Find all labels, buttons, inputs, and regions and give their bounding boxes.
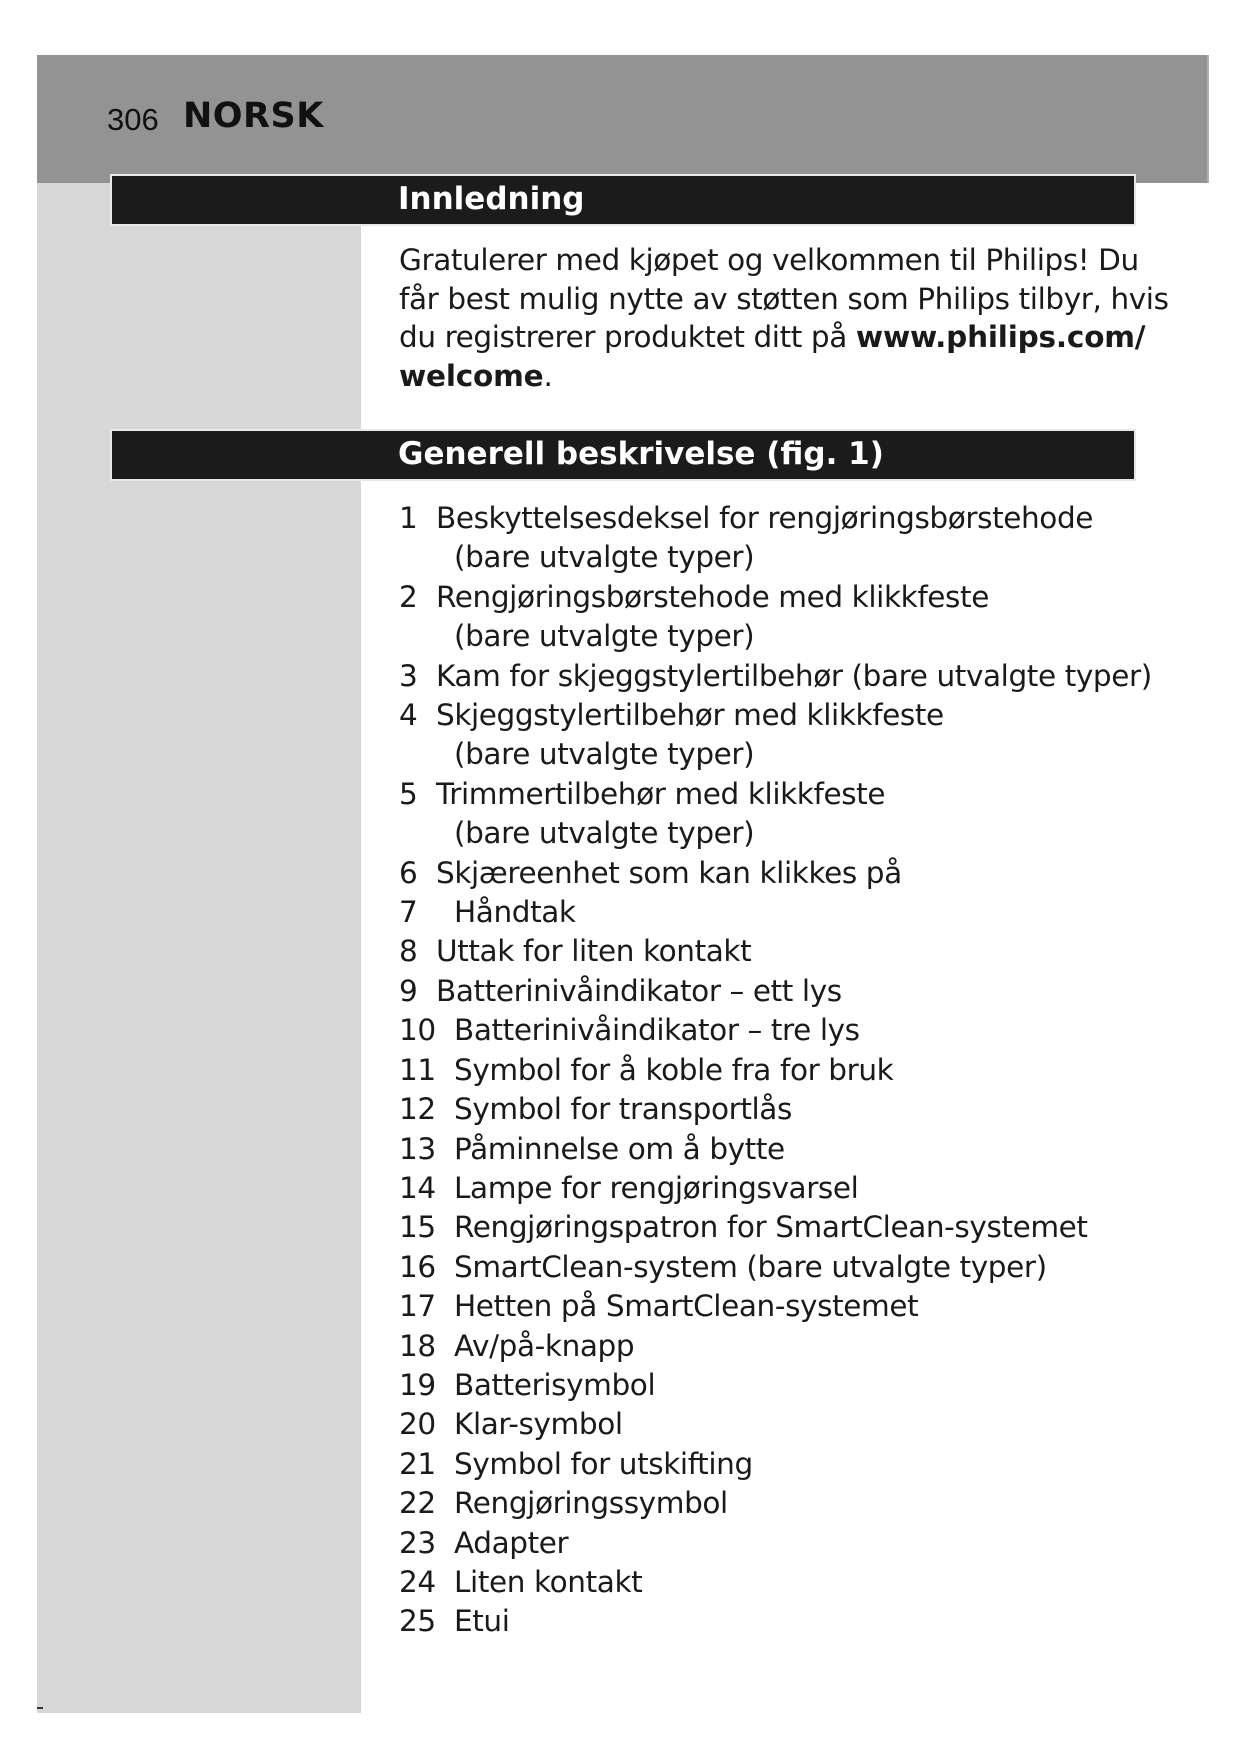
- item-text: Håndtak: [454, 895, 576, 930]
- list-item: [399, 893, 1199, 932]
- list-item: [399, 854, 1199, 893]
- item-text: Liten kontakt: [454, 1564, 643, 1599]
- item-number: 17: [399, 1289, 436, 1324]
- item-number: 1: [399, 501, 418, 535]
- item-number: 2: [399, 579, 418, 614]
- list-item: [399, 1130, 1199, 1169]
- item-text: Etui: [454, 1604, 510, 1639]
- list-item: [399, 657, 1199, 696]
- item-text: Lampe for rengjøringsvarsel: [454, 1170, 859, 1205]
- item-text-continuation: (bare utvalgte typer): [454, 540, 755, 575]
- item-text: Av/på-knapp: [454, 1328, 635, 1363]
- item-text: Symbol for transportlås: [454, 1092, 792, 1127]
- item-number: 24: [399, 1564, 436, 1599]
- item-number: 8: [399, 934, 418, 969]
- website-link[interactable]: www.philips.com/: [855, 320, 1146, 354]
- item-text: Batterinivåindikator – ett lys: [436, 973, 842, 1008]
- item-text: Klar-symbol: [454, 1407, 623, 1442]
- item-text: Kam for skjeggstylertilbehør (bare utvalgte typer): [436, 658, 1152, 693]
- list-item: [399, 1248, 1199, 1287]
- item-text-continuation: (bare utvalgte typer): [454, 737, 755, 772]
- list-item: [399, 775, 1199, 854]
- left-margin-band: [37, 183, 361, 1713]
- list-item: [399, 932, 1199, 971]
- item-number: 4: [399, 698, 418, 733]
- item-text: Påminnelse om å bytte: [454, 1131, 785, 1166]
- list-item: [399, 1602, 1199, 1641]
- list-item: [399, 1524, 1199, 1563]
- item-number: 15: [399, 1210, 436, 1245]
- item-number: 6: [399, 855, 418, 890]
- item-text: SmartClean-system (bare utvalgte typer): [454, 1249, 1047, 1284]
- list-item: [399, 1090, 1199, 1129]
- list-item: [399, 1011, 1199, 1050]
- item-text: Skjæreenhet som kan klikkes på: [436, 855, 902, 890]
- list-item: [399, 1366, 1199, 1405]
- item-text: Symbol for å koble fra for bruk: [454, 1052, 894, 1087]
- intro-line: Gratulerer med kjøpet og velkommen til Philips! Du: [399, 243, 1139, 277]
- item-text: Symbol for utskifting: [454, 1446, 753, 1481]
- item-text-continuation: (bare utvalgte typer): [454, 619, 755, 654]
- item-number: 10: [399, 1013, 436, 1048]
- item-number: 9: [399, 973, 418, 1008]
- item-text: Skjeggstylertilbehør med klikkfeste: [436, 698, 944, 733]
- intro-paragraph: [399, 241, 1169, 395]
- item-text: Batterinivåindikator – tre lys: [454, 1013, 860, 1048]
- item-text: Beskyttelsesdeksel for rengjøringsbørstehode: [436, 501, 1094, 535]
- section-bar-intro: [110, 174, 1136, 226]
- item-number: 16: [399, 1249, 436, 1284]
- item-number: 20: [399, 1407, 436, 1442]
- item-number: 18: [399, 1328, 436, 1363]
- item-text: Hetten på SmartClean-systemet: [454, 1289, 919, 1324]
- list-item: [399, 1287, 1199, 1326]
- page-tick: [37, 1707, 43, 1709]
- item-text: Trimmertilbehør med klikkfeste: [436, 776, 886, 811]
- item-text: Rengjøringsbørstehode med klikkfeste: [436, 579, 989, 614]
- list-item: [399, 972, 1199, 1011]
- intro-end: .: [543, 358, 553, 393]
- item-number: 25: [399, 1604, 436, 1639]
- list-item: [399, 1208, 1199, 1247]
- list-item: [399, 1169, 1199, 1208]
- list-item: [399, 578, 1199, 657]
- item-number: 3: [399, 658, 418, 693]
- list-item: [399, 1405, 1199, 1444]
- item-number: 21: [399, 1446, 436, 1481]
- list-item: [399, 696, 1199, 775]
- page-number: 306: [107, 102, 159, 137]
- item-number: 11: [399, 1052, 436, 1087]
- list-item: [399, 1563, 1199, 1602]
- website-link-cont[interactable]: welcome: [399, 358, 544, 393]
- list-item: [399, 499, 1199, 578]
- item-text: Batterisymbol: [454, 1367, 656, 1402]
- item-number: 5: [399, 776, 418, 811]
- language-title: NORSK: [183, 96, 324, 136]
- item-number: 7: [399, 895, 418, 930]
- intro-line: får best mulig nytte av støtten som Philips tilbyr, hvis: [399, 281, 1169, 316]
- item-text: Rengjøringspatron for SmartClean-systemet: [454, 1210, 1088, 1245]
- item-number: 22: [399, 1486, 436, 1521]
- list-item: [399, 1327, 1199, 1366]
- item-text: Uttak for liten kontakt: [436, 934, 752, 969]
- item-text-continuation: (bare utvalgte typer): [454, 816, 755, 851]
- section-title-intro: Innledning: [398, 181, 585, 217]
- intro-line-4: [399, 357, 1144, 396]
- section-title-description: Generell beskrivelse (fig. 1): [398, 436, 884, 472]
- header-edge: [1207, 55, 1209, 183]
- list-item: [399, 1484, 1199, 1523]
- item-text: Adapter: [454, 1525, 569, 1560]
- intro-text: du registrerer produktet ditt på: [399, 320, 856, 354]
- item-number: 13: [399, 1131, 436, 1166]
- item-number: 19: [399, 1367, 436, 1402]
- item-number: 14: [399, 1170, 436, 1205]
- parts-list: [399, 499, 1199, 1642]
- intro-line-3: [399, 318, 1144, 357]
- item-number: 23: [399, 1525, 436, 1560]
- list-item: [399, 1051, 1199, 1090]
- list-item: [399, 1445, 1199, 1484]
- item-number: 12: [399, 1092, 436, 1127]
- item-text: Rengjøringssymbol: [454, 1486, 728, 1521]
